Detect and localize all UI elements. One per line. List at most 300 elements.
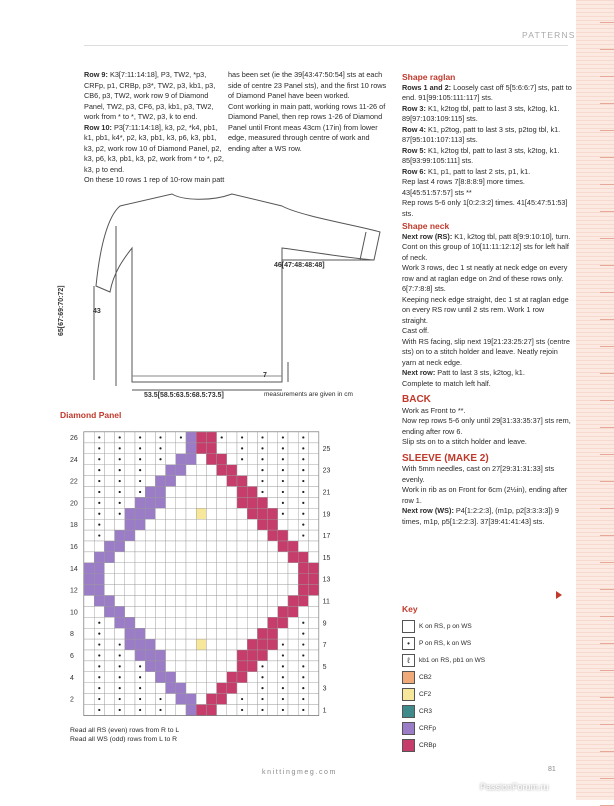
chart-cell [125, 705, 135, 716]
chart-cell [278, 563, 288, 574]
chart-cell [227, 497, 237, 508]
purl-dot [139, 698, 141, 700]
chart-cell [217, 454, 227, 465]
chart-cell [125, 519, 135, 530]
chart-cell [145, 465, 155, 476]
purl-dot [98, 709, 100, 711]
chart-cell [288, 639, 298, 650]
chart-cell [268, 454, 278, 465]
row-number-right: 15 [322, 554, 331, 562]
instruction-text: Cast off. [402, 326, 430, 335]
chart-cell [217, 596, 227, 607]
chart-cell [227, 585, 237, 596]
chart-cell [217, 552, 227, 563]
row-label: Next row (RS): [402, 231, 453, 241]
chart-cell [104, 585, 114, 596]
chart-cell [268, 487, 278, 498]
key-label: CRBp [419, 742, 437, 749]
chart-cell [196, 432, 206, 443]
chart-cell [217, 497, 227, 508]
ruler-tick [600, 589, 614, 590]
chart-cell [104, 541, 114, 552]
purl-dot [139, 480, 141, 482]
chart-cell [166, 585, 176, 596]
chart-cell [247, 563, 257, 574]
instruction-text: P3[7:11:14:18], k3, p2, *k4, pb1, k1, pb1, k4*, p2, k3, pb1, k3, p6, k3, pb1, k3, p2, work row 10 of Diamond Panel, p2, k3, p6, k3, pb1, k3, p2, work from * to *, p2, k3, p to end. [84, 122, 224, 174]
pattern-paragraph [402, 337, 572, 369]
chart-cell [288, 552, 298, 563]
chart-cell [206, 596, 216, 607]
chart-cell [135, 530, 145, 541]
chart-cell [257, 552, 267, 563]
chart-cell [288, 497, 298, 508]
chart-cell [206, 639, 216, 650]
chart-cell [278, 530, 288, 541]
chart-cell [196, 606, 206, 617]
chart-cell [166, 617, 176, 628]
chart-cell [206, 443, 216, 454]
chart-cell [217, 606, 227, 617]
row-number-right: 25 [322, 445, 331, 453]
row-number-right: 11 [322, 598, 330, 606]
chart-cell [166, 596, 176, 607]
chart-cell [268, 508, 278, 519]
chart-cell [84, 661, 94, 672]
chart-cell [155, 585, 165, 596]
row-label: Row 5: [402, 145, 426, 155]
diamond-panel-chart [70, 428, 336, 722]
chart-cell [186, 497, 196, 508]
read-rs-note: Read all RS (even) rows from R to L [70, 727, 180, 734]
chart-cell [176, 628, 186, 639]
purl-dot [119, 709, 121, 711]
purl-dot [159, 436, 161, 438]
section-tag: PATTERNS [522, 30, 576, 40]
chart-cell [176, 705, 186, 716]
chart-cell [308, 585, 318, 596]
chart-cell [166, 628, 176, 639]
chart-cell [176, 454, 186, 465]
key-label: kb1 on RS, pb1 on WS [419, 657, 486, 664]
chart-cell [84, 487, 94, 498]
chart-cell [145, 497, 155, 508]
row-number-left: 12 [70, 587, 78, 595]
purl-dot [98, 676, 100, 678]
chart-cell [227, 694, 237, 705]
chart-cell [84, 650, 94, 661]
chart-cell [217, 639, 227, 650]
chart-cell [104, 497, 114, 508]
ruler-tick [600, 616, 614, 617]
instruction-text: K3[7:11:14:18], P3, TW2, *p3, CRFp, p1, CRBp, p3*, TW2, p3, kb1, p3, CB6, p3, TW2, work row 9 of Diamond Panel, TW2, p3, CF6, p3, kb1, p3, TW2, work from * to *, TW2, p3, k to end. [84, 70, 216, 121]
chart-cell [135, 585, 145, 596]
chart-cell [227, 705, 237, 716]
row-number-left: 6 [70, 653, 74, 660]
chart-cell [104, 661, 114, 672]
chart-cell [237, 606, 247, 617]
instruction-text: With 5mm needles, cast on 27[29:31:31:33] sts evenly. [402, 464, 555, 484]
chart-cell [166, 672, 176, 683]
chart-cell [176, 552, 186, 563]
ruler-tick [600, 697, 614, 698]
purl-dot [119, 491, 121, 493]
purl-dot [139, 458, 141, 460]
purl-dot [241, 436, 243, 438]
chart-cell [104, 432, 114, 443]
chart-cell [84, 596, 94, 607]
chart-cell [288, 661, 298, 672]
chart-cell [155, 574, 165, 585]
ruler-tick [600, 778, 614, 779]
chart-cell [196, 694, 206, 705]
chart-cell [308, 672, 318, 683]
instruction-text: K1, p2tog, patt to last 3 sts, p2tog tbl, k1. 87[95:101:107:113] sts. [402, 124, 561, 144]
chart-cell [237, 508, 247, 519]
chart-cell [247, 443, 257, 454]
chart-cell [268, 497, 278, 508]
purl-dot [98, 698, 100, 700]
instruction-text: Keeping neck edge straight, dec 1 st at raglan edge on every RS row until 2 sts rem. Work 1 row straight. [402, 294, 569, 325]
chart-cell [145, 628, 155, 639]
chart-cell [145, 454, 155, 465]
chart-cell [135, 552, 145, 563]
chart-cell [84, 519, 94, 530]
chart-cell [155, 639, 165, 650]
row-number-right: 17 [322, 533, 331, 541]
chart-cell [145, 672, 155, 683]
purl-dot [302, 654, 304, 656]
chart-cell [104, 563, 114, 574]
key-item [402, 739, 436, 752]
chart-cell [217, 694, 227, 705]
instruction-text: Cont on this group of 10[11:11:12:12] sts for left half of neck. [402, 242, 569, 262]
chart-cell [145, 552, 155, 563]
purl-dot [221, 436, 223, 438]
chart-cell [155, 606, 165, 617]
chart-cell [145, 508, 155, 519]
pattern-column-2 [228, 70, 392, 154]
purl-dot [261, 491, 263, 493]
chart-cell [196, 683, 206, 694]
pattern-paragraph [402, 177, 572, 198]
chart-cell [196, 672, 206, 683]
chart-cell [227, 650, 237, 661]
chart-cell [145, 683, 155, 694]
purl-dot [302, 643, 304, 645]
chart-cell [186, 541, 196, 552]
chart-cell [135, 606, 145, 617]
chart-cell [308, 661, 318, 672]
purl-dot [261, 447, 263, 449]
chart-cell [125, 596, 135, 607]
chart-cell [84, 552, 94, 563]
chart-cell [288, 574, 298, 585]
chart-cell [257, 617, 267, 628]
purl-dot [282, 469, 284, 471]
purl-dot [119, 643, 121, 645]
chart-cell [145, 705, 155, 716]
chart-cell [196, 661, 206, 672]
chart-cell [288, 443, 298, 454]
purl-dot [119, 447, 121, 449]
chart-cell [104, 628, 114, 639]
chart-cell [217, 585, 227, 596]
chart-cell [155, 476, 165, 487]
chart-cell [237, 552, 247, 563]
continue-arrow-icon [556, 591, 562, 599]
chart-cell [196, 519, 206, 530]
pattern-paragraph [402, 125, 572, 146]
chart-cell [155, 683, 165, 694]
chart-cell [278, 552, 288, 563]
chart-cell [288, 465, 298, 476]
chart-cell [206, 476, 216, 487]
chart-cell [206, 454, 216, 465]
purl-dot [282, 687, 284, 689]
purl-dot [98, 643, 100, 645]
chart-cell [94, 563, 104, 574]
pattern-paragraph [402, 242, 572, 263]
purl-dot [119, 698, 121, 700]
chart-cell [217, 541, 227, 552]
chart-cell [166, 639, 176, 650]
chart-cell [104, 639, 114, 650]
purl-dot [302, 687, 304, 689]
chart-cell [298, 574, 308, 585]
chart-cell [237, 628, 247, 639]
chart-cell [84, 639, 94, 650]
purl-dot [261, 480, 263, 482]
chart-cell [84, 454, 94, 465]
chart-cell [268, 596, 278, 607]
pattern-paragraph [402, 485, 572, 506]
chart-cell [298, 552, 308, 563]
ruler-tick [600, 427, 614, 428]
chart-cell [237, 639, 247, 650]
chart-cell [288, 705, 298, 716]
chart-cell [217, 574, 227, 585]
ruler-tick [600, 535, 614, 536]
chart-cell [278, 628, 288, 639]
chart-cell [135, 639, 145, 650]
purl-dot [180, 436, 182, 438]
chart-cell [115, 617, 125, 628]
row-number-left: 20 [70, 500, 78, 508]
pattern-paragraph [84, 123, 226, 176]
chart-cell [278, 617, 288, 628]
chart-cell [186, 563, 196, 574]
chart-cell [135, 563, 145, 574]
chart-cell [247, 541, 257, 552]
chart-cell [196, 541, 206, 552]
purl-dot [119, 654, 121, 656]
chart-cell [247, 497, 257, 508]
chart-cell [166, 552, 176, 563]
chart-cell [115, 574, 125, 585]
ruler-tick [600, 643, 614, 644]
chart-cell [206, 530, 216, 541]
pattern-paragraph [402, 437, 572, 448]
instruction-text: Patt to last 3 sts, k2tog, k1. [435, 368, 525, 377]
purl-dot [139, 447, 141, 449]
chart-cell [227, 574, 237, 585]
chart-cell [247, 519, 257, 530]
instruction-text: Work 3 rows, dec 1 st neatly at neck edge on every row and at raglan edge on 2nd of these rows only. 6[7:7:8:8] sts. [402, 263, 568, 293]
chart-cell [166, 563, 176, 574]
chart-cell [268, 639, 278, 650]
instruction-text: Now rep rows 5-6 only until 29[31:33:35:37] sts rem, ending after row 6. [402, 416, 571, 436]
chart-cell [217, 476, 227, 487]
purl-dot [261, 709, 263, 711]
purl-dot [119, 436, 121, 438]
chart-cell [104, 694, 114, 705]
chart-cell [257, 541, 267, 552]
chart-cell [257, 530, 267, 541]
purl-dot [98, 491, 100, 493]
chart-cell [166, 443, 176, 454]
chart-cell [125, 508, 135, 519]
chart-cell [115, 530, 125, 541]
chart-cell [135, 628, 145, 639]
purl-dot [282, 643, 284, 645]
chart-cell [268, 617, 278, 628]
chart-cell [237, 465, 247, 476]
chart-cell [217, 519, 227, 530]
chart-cell [196, 487, 206, 498]
ruler-tick [600, 751, 614, 752]
purl-dot [261, 698, 263, 700]
chart-cell [288, 683, 298, 694]
key-swatch: ℓ [402, 654, 415, 667]
read-ws-note: Read all WS (odd) rows from L to R [70, 736, 178, 743]
chart-cell [308, 650, 318, 661]
ruler-tick [600, 346, 614, 347]
chart-cell [237, 530, 247, 541]
chart-cell [125, 487, 135, 498]
chart-cell [125, 672, 135, 683]
row-number-left: 26 [70, 435, 78, 442]
purl-dot [159, 709, 161, 711]
chart-cell [237, 672, 247, 683]
chart-cell [278, 519, 288, 530]
chart-cell [308, 563, 318, 574]
page-number: 81 [548, 766, 556, 773]
chart-cell [247, 705, 257, 716]
pattern-column-3 [402, 70, 572, 527]
chart-cell [237, 661, 247, 672]
chart-cell [308, 508, 318, 519]
chart-cell [166, 705, 176, 716]
key-title: Key [402, 604, 418, 614]
key-item [402, 722, 436, 735]
chart-cell [308, 574, 318, 585]
chart-cell [206, 705, 216, 716]
instruction-text: P4[1:2:2:3], (m1p, p2[3:3:3:3]) 9 times, m1p, p5[1:2:2:3]. 37[39:41:41:43] sts. [402, 506, 559, 526]
ruler-tick [600, 211, 614, 212]
chart-cell [247, 661, 257, 672]
chart-cell [176, 476, 186, 487]
chart-cell [227, 596, 237, 607]
pattern-paragraph [84, 70, 226, 123]
chart-cell [176, 497, 186, 508]
chart-cell [288, 617, 298, 628]
chart-cell [268, 563, 278, 574]
chart-cell [288, 454, 298, 465]
chart-cell [237, 683, 247, 694]
chart-cell [237, 585, 247, 596]
row-number-right: 23 [322, 467, 331, 475]
chart-cell [268, 476, 278, 487]
pattern-paragraph [402, 83, 572, 104]
purl-dot [302, 698, 304, 700]
chart-cell [145, 617, 155, 628]
purl-dot [282, 502, 284, 504]
chart-cell [115, 585, 125, 596]
chart-cell [217, 465, 227, 476]
chart-cell [196, 497, 206, 508]
chart-cell [278, 541, 288, 552]
purl-dot [302, 665, 304, 667]
purl-dot [261, 436, 263, 438]
purl-dot [282, 458, 284, 460]
chart-cell [186, 476, 196, 487]
chart-cell [104, 705, 114, 716]
chart-cell [227, 432, 237, 443]
ruler-tick [600, 562, 614, 563]
pattern-paragraph [402, 326, 572, 337]
purl-dot [282, 698, 284, 700]
chart-cell [196, 530, 206, 541]
chart-cell [145, 432, 155, 443]
chart-cell [217, 487, 227, 498]
chart-cell [186, 519, 196, 530]
chart-cell [247, 465, 257, 476]
chart-cell [206, 694, 216, 705]
pattern-paragraph [402, 406, 572, 417]
pattern-paragraph [402, 263, 572, 295]
section-divider [84, 45, 568, 46]
chart-cell [84, 694, 94, 705]
purl-dot [261, 676, 263, 678]
chart-cell [125, 574, 135, 585]
chart-cell [298, 606, 308, 617]
chart-cell [84, 683, 94, 694]
chart-cell [308, 596, 318, 607]
chart-cell [155, 530, 165, 541]
chart-cell [227, 563, 237, 574]
chart-cell [227, 683, 237, 694]
purl-dot [302, 524, 304, 526]
chart-cell [186, 672, 196, 683]
pattern-paragraph [402, 464, 572, 485]
purl-dot [302, 633, 304, 635]
chart-cell [257, 650, 267, 661]
chart-cell [115, 628, 125, 639]
chart-cell [227, 465, 237, 476]
chart-cell [125, 432, 135, 443]
chart-cell [206, 574, 216, 585]
chart-cell [176, 672, 186, 683]
ruler-strip [576, 0, 614, 800]
chart-cell [115, 541, 125, 552]
rib-depth-label: 7 [263, 372, 267, 379]
chart-cell [196, 596, 206, 607]
chart-cell [247, 552, 257, 563]
chart-cell [196, 628, 206, 639]
chart-reading-notes [70, 726, 179, 744]
purl-dot [282, 436, 284, 438]
chart-cell [288, 487, 298, 498]
